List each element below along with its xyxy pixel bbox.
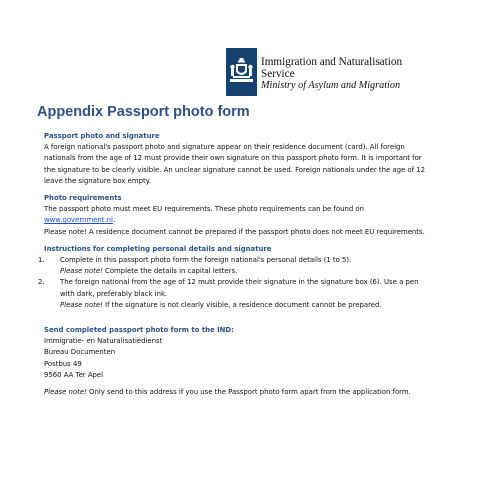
coat-of-arms-band bbox=[226, 48, 257, 96]
document-body bbox=[38, 131, 434, 398]
note-text: Complete the details in capital letters. bbox=[102, 267, 238, 276]
address-line: Immigratie- en Naturalisatiedienst bbox=[44, 337, 163, 346]
page-title: Appendix Passport photo form bbox=[37, 104, 250, 120]
instructions-list bbox=[38, 255, 434, 311]
list-item bbox=[38, 255, 434, 277]
note-label: Please note! bbox=[60, 267, 103, 276]
list-item-text: The foreign national from the age of 12 must provide their signature in the signature box (6). Use a pen with dark, preferably black ink. bbox=[60, 278, 419, 298]
logo-line-3: Ministry of Asylum and Migration bbox=[261, 80, 401, 91]
address-line: 9560 AA Ter Apel bbox=[44, 370, 104, 379]
paragraph-photo-signature: A foreign national's passport photo and signature appear on their residence document (card). All foreign nationals from the age of 12 must provide their own signature on this passport photo form. It is important for the signature to be clearly visible. An unclear signature cannot be used. Foreign nationals under the age of 12 leave the signature box empty. bbox=[44, 143, 425, 185]
logo-text bbox=[261, 56, 402, 92]
note-label: Please note! bbox=[44, 388, 87, 397]
section-heading-photo-requirements: Photo requirements bbox=[44, 194, 122, 203]
list-item-text: Complete in this passport photo form the foreign national's personal details (1 to 5). bbox=[60, 256, 352, 265]
logo-line-2: Service bbox=[261, 68, 295, 80]
government-link[interactable]: www.government.nl bbox=[44, 216, 113, 225]
address-line: Postbus 49 bbox=[44, 359, 82, 368]
requirements-period: . bbox=[112, 216, 116, 225]
section-heading-photo-signature: Passport photo and signature bbox=[44, 132, 160, 140]
note-text: If the signature is not clearly visible, a residence document cannot be prepared. bbox=[102, 300, 382, 309]
logo-line-1: Immigration and Naturalisation bbox=[261, 56, 403, 68]
section-heading-send: Send completed passport photo form to the IND: bbox=[44, 326, 234, 335]
list-item bbox=[38, 277, 434, 311]
paragraph-requirements-note: Please note! A residence document cannot be prepared if the passport photo does not meet EU requirements. bbox=[44, 227, 425, 236]
list-item-number: 1. bbox=[38, 256, 45, 265]
note-label: Please note! bbox=[60, 300, 103, 309]
section-heading-instructions: Instructions for completing personal details and signature bbox=[44, 244, 272, 253]
address-line: Bureau Documenten bbox=[44, 348, 116, 357]
ind-logo bbox=[226, 48, 476, 96]
list-item-number: 2. bbox=[38, 278, 45, 287]
note-text: Only send to this address if you use the Passport photo form apart from the application form. bbox=[86, 388, 411, 397]
paragraph-send-note bbox=[44, 387, 434, 398]
coat-of-arms-icon bbox=[229, 58, 254, 86]
paragraph-photo-requirements bbox=[44, 204, 434, 226]
requirements-text: The passport photo must meet EU requirements. These photo requirements can be found on bbox=[44, 205, 364, 214]
